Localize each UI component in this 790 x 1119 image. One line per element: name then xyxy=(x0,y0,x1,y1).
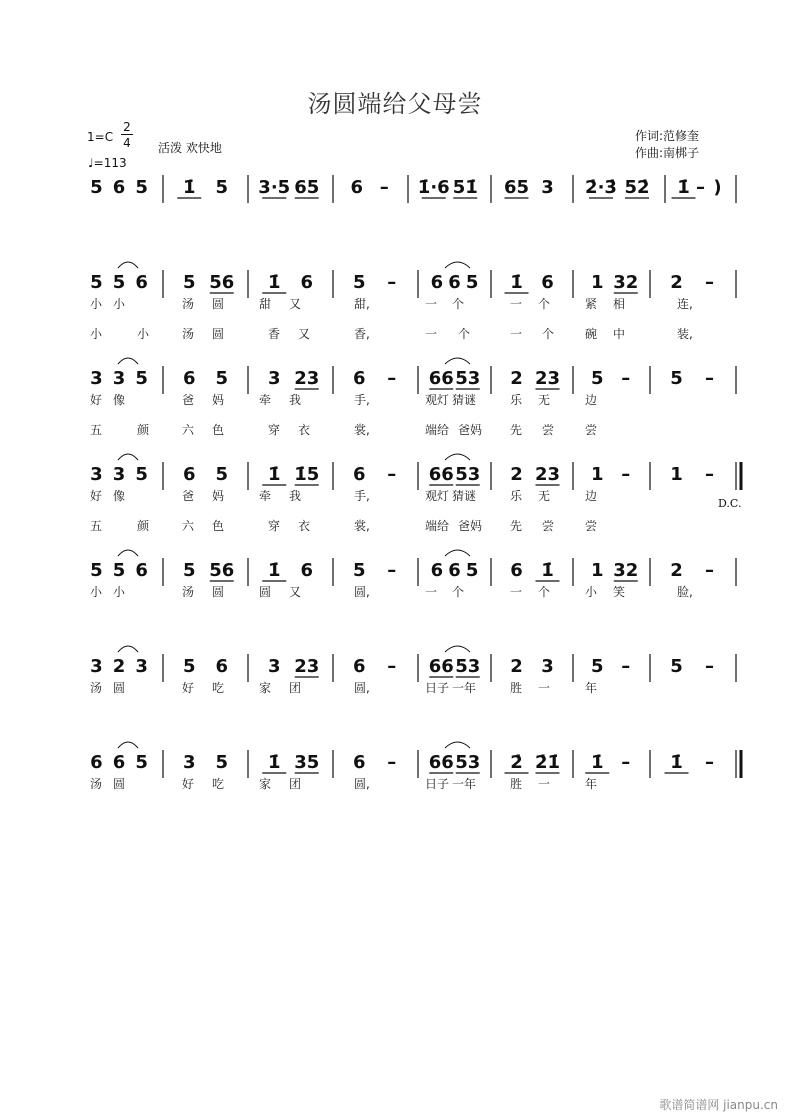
jianpu-note: 5 xyxy=(112,272,126,293)
lyric-syllable: 装, xyxy=(677,327,693,341)
jianpu-note: 3 xyxy=(135,656,148,677)
lyric-syllable: 观灯 xyxy=(425,489,450,503)
jianpu-note: 6 xyxy=(90,752,103,773)
lyric-syllable: 手, xyxy=(354,393,370,407)
jianpu-note: – xyxy=(705,272,714,293)
slur xyxy=(118,358,138,364)
jianpu-note: 5 xyxy=(465,560,479,581)
lyric-syllable: 年 xyxy=(585,777,598,791)
lyric-syllable: 又 xyxy=(289,585,302,599)
jianpu-note: 6 xyxy=(448,560,461,581)
lyric-syllable: 一 xyxy=(538,777,551,791)
lyric-syllable: 裳, xyxy=(354,519,370,533)
jianpu-note: – xyxy=(621,752,631,773)
slur xyxy=(445,454,470,460)
lyric-syllable: 端给 xyxy=(425,423,450,437)
jianpu-note: – xyxy=(621,368,631,389)
jianpu-note: – xyxy=(387,368,397,389)
lyric-syllable: 圆, xyxy=(354,681,370,695)
lyric-syllable: 猜谜 xyxy=(452,393,477,407)
lyric-syllable: 手, xyxy=(354,489,370,503)
jianpu-note: 1̇5 xyxy=(294,464,320,485)
jianpu-note: 5 xyxy=(215,464,229,485)
lyric-syllable: 家 xyxy=(259,777,272,791)
lyric-syllable: 碗 xyxy=(585,327,598,341)
lyric-syllable: 牵 xyxy=(259,489,272,503)
jianpu-note: 1̇ xyxy=(267,560,281,581)
jianpu-note: 1̇ xyxy=(510,272,523,293)
lyric-syllable: 吃 xyxy=(212,681,225,695)
lyric-syllable: 小 xyxy=(90,297,103,311)
jianpu-note: 66 xyxy=(428,368,454,389)
lyric-syllable: 圆 xyxy=(113,777,126,791)
lyric-syllable: 日子 xyxy=(425,681,450,695)
jianpu-note: 1̇ xyxy=(182,177,196,198)
lyric-syllable: 边 xyxy=(585,489,598,503)
jianpu-note: 5 xyxy=(90,177,103,198)
time-signature-denominator: 4 xyxy=(123,136,131,150)
jianpu-note: 1̇ xyxy=(541,560,554,581)
lyric-syllable: 紧 xyxy=(585,297,598,311)
jianpu-note: 6 xyxy=(541,272,554,293)
jianpu-note: 3·5 xyxy=(258,177,291,198)
jianpu-note: 1̇·6 xyxy=(417,177,450,198)
jianpu-note: 5 xyxy=(215,752,229,773)
jianpu-note: 6 xyxy=(510,560,523,581)
jianpu-note: – xyxy=(387,464,397,485)
jianpu-note: 6 xyxy=(300,560,314,581)
jianpu-note: 3 xyxy=(90,368,103,389)
jianpu-note: 53 xyxy=(455,752,481,773)
jianpu-note: – xyxy=(387,272,397,293)
jianpu-note: 2̇1̇ xyxy=(534,752,561,773)
jianpu-note: 5 xyxy=(90,272,103,293)
composer-credit: 作曲:南梆子 xyxy=(635,146,700,160)
lyric-syllable: 汤 xyxy=(90,681,103,695)
jianpu-note: – xyxy=(705,464,714,485)
lyric-syllable: 连, xyxy=(677,297,693,311)
jianpu-note: 6 xyxy=(135,560,148,581)
song-title: 汤圆端给父母尝 xyxy=(307,90,483,118)
jianpu-note: 23 xyxy=(294,368,320,389)
jianpu-note: 3 xyxy=(267,656,281,677)
jianpu-note: 5 xyxy=(135,464,148,485)
jianpu-note: 5 xyxy=(215,368,229,389)
key-signature: 1=C xyxy=(87,130,114,144)
lyric-syllable: 小 xyxy=(137,327,150,341)
jianpu-note: 5 xyxy=(182,560,196,581)
lyric-syllable: 小 xyxy=(90,327,103,341)
lyric-syllable: 圆 xyxy=(113,681,126,695)
lyric-syllable: 尝 xyxy=(542,423,555,437)
lyric-syllable: 我 xyxy=(289,489,302,503)
jianpu-note: 6 xyxy=(430,560,444,581)
lyric-syllable: 汤 xyxy=(90,777,103,791)
jianpu-note: 5 xyxy=(112,560,126,581)
jianpu-note: 3 xyxy=(112,368,126,389)
lyric-syllable: 一 xyxy=(510,297,523,311)
jianpu-note: 5 xyxy=(135,368,148,389)
da-capo-marking: D.C. xyxy=(718,497,742,510)
lyric-syllable: 好 xyxy=(90,393,103,407)
lyric-syllable: 五 xyxy=(90,423,103,437)
lyric-syllable: 像 xyxy=(113,393,126,407)
lyric-syllable: 色 xyxy=(212,519,225,533)
lyric-syllable: 相 xyxy=(613,297,626,311)
jianpu-note: 5 xyxy=(670,656,683,677)
lyric-syllable: 团 xyxy=(289,777,302,791)
lyric-syllable: 五 xyxy=(90,519,103,533)
lyric-syllable: 圆 xyxy=(212,297,225,311)
jianpu-note: 3 xyxy=(90,464,103,485)
slur xyxy=(118,262,138,268)
lyric-syllable: 我 xyxy=(289,393,302,407)
jianpu-note: 23 xyxy=(534,464,561,485)
lyric-syllable: 乐 xyxy=(510,489,523,503)
lyric-syllable: 圆, xyxy=(354,777,370,791)
lyric-syllable: 穿 xyxy=(268,423,281,437)
lyric-syllable: 色 xyxy=(212,423,225,437)
lyric-syllable: 个 xyxy=(458,327,471,341)
lyric-syllable: 甜 xyxy=(259,297,272,311)
jianpu-note: 5 xyxy=(352,560,366,581)
jianpu-note: 65 xyxy=(294,177,320,198)
jianpu-note: 3 xyxy=(541,177,554,198)
jianpu-note: 6 xyxy=(135,272,148,293)
lyric-syllable: 一年 xyxy=(452,681,477,695)
lyric-syllable: 乐 xyxy=(510,393,523,407)
jianpu-note: 5 xyxy=(590,368,604,389)
jianpu-note: 6 xyxy=(352,656,366,677)
lyric-syllable: 猜谜 xyxy=(452,489,477,503)
jianpu-note: – xyxy=(696,177,705,198)
slur xyxy=(445,646,470,652)
jianpu-note: 5 xyxy=(90,560,103,581)
lyric-syllable: 牵 xyxy=(259,393,272,407)
jianpu-note: 1 xyxy=(590,272,604,293)
slur xyxy=(445,550,470,556)
jianpu-note: 23 xyxy=(294,656,320,677)
jianpu-note: 6 xyxy=(112,177,126,198)
lyric-syllable: 妈 xyxy=(212,393,225,407)
jianpu-note: 66 xyxy=(428,656,454,677)
jianpu-note: – xyxy=(705,656,714,677)
slur xyxy=(118,742,138,748)
jianpu-note: 3 xyxy=(90,656,103,677)
time-signature-numerator: 2 xyxy=(121,121,133,135)
lyric-syllable: 先 xyxy=(510,519,523,533)
jianpu-note: – xyxy=(621,656,631,677)
jianpu-note: 53 xyxy=(455,464,481,485)
lyric-syllable: 尝 xyxy=(585,423,598,437)
lyric-syllable: 颜 xyxy=(137,519,150,533)
jianpu-note: 5 xyxy=(135,752,148,773)
jianpu-note: 5 xyxy=(465,272,479,293)
expression-marking: 活泼 欢快地 xyxy=(158,141,222,155)
lyric-syllable: 脸, xyxy=(677,585,693,599)
jianpu-note: 6 xyxy=(352,368,366,389)
jianpu-note: 23 xyxy=(534,368,561,389)
lyric-syllable: 甜, xyxy=(354,297,370,311)
jianpu-note: 1̇ xyxy=(677,177,690,198)
jianpu-note: – xyxy=(387,656,397,677)
jianpu-note: – xyxy=(379,177,389,198)
jianpu-note: 6 xyxy=(182,368,196,389)
jianpu-note: 66 xyxy=(428,752,454,773)
lyric-syllable: 一 xyxy=(510,327,523,341)
jianpu-note: 52̇ xyxy=(624,177,650,198)
lyric-syllable: 先 xyxy=(510,423,523,437)
jianpu-note: 5 xyxy=(182,656,196,677)
lyric-syllable: 好 xyxy=(182,777,195,791)
jianpu-note: 6 xyxy=(448,272,461,293)
lyric-syllable: 汤 xyxy=(182,297,195,311)
lyric-syllable: 六 xyxy=(182,423,195,437)
jianpu-note: 56 xyxy=(209,272,235,293)
jianpu-note: 32 xyxy=(613,560,639,581)
lyric-syllable: 尝 xyxy=(585,519,598,533)
lyric-syllable: 汤 xyxy=(182,585,195,599)
lyric-syllable: 衣 xyxy=(298,519,311,533)
jianpu-note: 1̇ xyxy=(670,752,683,773)
jianpu-note: 6 xyxy=(430,272,444,293)
jianpu-note: 6 xyxy=(182,464,196,485)
jianpu-note: 5 xyxy=(182,272,196,293)
lyric-syllable: 香 xyxy=(268,327,281,341)
jianpu-note: 1 xyxy=(590,560,604,581)
jianpu-note: 32 xyxy=(613,272,639,293)
lyric-syllable: 一 xyxy=(425,297,438,311)
lyric-syllable: 圆 xyxy=(259,585,272,599)
slur xyxy=(118,646,138,652)
jianpu-note: 2 xyxy=(112,656,126,677)
lyric-syllable: 好 xyxy=(182,681,195,695)
lyric-syllable: 观灯 xyxy=(425,393,450,407)
lyric-syllable: 爸 xyxy=(182,393,195,407)
slur xyxy=(118,550,138,556)
jianpu-note: – xyxy=(705,368,714,389)
lyric-syllable: 胜 xyxy=(510,681,523,695)
lyric-syllable: 颜 xyxy=(137,423,150,437)
lyric-syllable: 圆, xyxy=(354,585,370,599)
jianpu-note: 6 xyxy=(215,656,229,677)
jianpu-note: 66 xyxy=(428,464,454,485)
lyric-syllable: 小 xyxy=(113,297,126,311)
lyric-syllable: 日子 xyxy=(425,777,450,791)
jianpu-note: – xyxy=(705,560,714,581)
jianpu-note: 2 xyxy=(510,368,523,389)
tempo-marking: ♩=113 xyxy=(88,156,127,170)
jianpu-note: 6 xyxy=(352,752,366,773)
lyric-syllable: 香, xyxy=(354,327,370,341)
lyric-syllable: 边 xyxy=(585,393,598,407)
lyric-syllable: 尝 xyxy=(542,519,555,533)
slur xyxy=(445,262,470,268)
slur xyxy=(445,358,470,364)
lyric-syllable: 穿 xyxy=(268,519,281,533)
lyricist-credit: 作词:范修奎 xyxy=(635,129,700,143)
jianpu-note: 6 xyxy=(352,464,366,485)
lyric-syllable: 又 xyxy=(298,327,311,341)
lyric-syllable: 小 xyxy=(90,585,103,599)
watermark: 歌谱简谱网 jianpu.cn xyxy=(659,1098,778,1112)
jianpu-note: 53 xyxy=(455,368,481,389)
lyric-syllable: 圆 xyxy=(212,585,225,599)
jianpu-note: 2̇ xyxy=(510,752,523,773)
jianpu-note: 3 xyxy=(267,368,281,389)
jianpu-note: 5 xyxy=(352,272,366,293)
jianpu-note: 2 xyxy=(670,272,683,293)
jianpu-note: – xyxy=(621,464,631,485)
jianpu-note: 35 xyxy=(294,752,320,773)
lyric-syllable: 端给 xyxy=(425,519,450,533)
jianpu-note: 6 xyxy=(112,752,126,773)
lyric-syllable: 一年 xyxy=(452,777,477,791)
jianpu-note: 6 xyxy=(350,177,364,198)
lyric-syllable: 团 xyxy=(289,681,302,695)
lyric-syllable: 家 xyxy=(259,681,272,695)
lyric-syllable: 无 xyxy=(538,393,551,407)
jianpu-note: 1̇ xyxy=(267,464,281,485)
jianpu-note: 2 xyxy=(510,464,523,485)
lyric-syllable: 像 xyxy=(113,489,126,503)
lyric-syllable: 胜 xyxy=(510,777,523,791)
jianpu-note: – xyxy=(387,752,397,773)
lyric-syllable: 个 xyxy=(538,585,551,599)
lyric-syllable: 又 xyxy=(289,297,302,311)
lyric-syllable: 笑 xyxy=(613,585,626,599)
lyric-syllable: 六 xyxy=(182,519,195,533)
lyric-syllable: 爸妈 xyxy=(458,423,483,437)
jianpu-note: 1̇ xyxy=(267,752,281,773)
jianpu-note: 1̇ xyxy=(590,752,604,773)
lyric-syllable: 中 xyxy=(613,327,626,341)
jianpu-note: ) xyxy=(713,177,722,198)
jianpu-note: 2̇·3̇ xyxy=(585,177,617,198)
jianpu-note: 5 xyxy=(215,177,229,198)
lyric-syllable: 吃 xyxy=(212,777,225,791)
jianpu-note: 5 xyxy=(670,368,683,389)
lyric-syllable: 裳, xyxy=(354,423,370,437)
jianpu-note: 51̇ xyxy=(452,177,478,198)
lyric-syllable: 个 xyxy=(538,297,551,311)
lyric-syllable: 圆 xyxy=(212,327,225,341)
lyric-syllable: 个 xyxy=(452,297,465,311)
lyric-syllable: 爸 xyxy=(182,489,195,503)
lyric-syllable: 一 xyxy=(510,585,523,599)
jianpu-note: – xyxy=(705,752,714,773)
jianpu-note: 1 xyxy=(670,464,683,485)
jianpu-note: 65 xyxy=(503,177,530,198)
lyric-syllable: 小 xyxy=(113,585,126,599)
lyric-syllable: 无 xyxy=(538,489,551,503)
lyric-syllable: 汤 xyxy=(182,327,195,341)
jianpu-note: 5 xyxy=(590,656,604,677)
jianpu-note: – xyxy=(387,560,397,581)
lyric-syllable: 个 xyxy=(452,585,465,599)
jianpu-note: 53 xyxy=(455,656,481,677)
jianpu-note: 6 xyxy=(300,272,314,293)
jianpu-note: 3 xyxy=(541,656,554,677)
jianpu-note: 56 xyxy=(209,560,235,581)
lyric-syllable: 小 xyxy=(585,585,598,599)
jianpu-note: 2 xyxy=(510,656,523,677)
lyric-syllable: 个 xyxy=(542,327,555,341)
jianpu-note: 5 xyxy=(135,177,148,198)
lyric-syllable: 衣 xyxy=(298,423,311,437)
lyric-syllable: 年 xyxy=(585,681,598,695)
lyric-syllable: 爸妈 xyxy=(458,519,483,533)
jianpu-note: 2 xyxy=(670,560,683,581)
jianpu-note: 1 xyxy=(590,464,604,485)
jianpu-note: 1̇ xyxy=(267,272,281,293)
lyric-syllable: 一 xyxy=(425,585,438,599)
lyric-syllable: 一 xyxy=(425,327,438,341)
lyric-syllable: 妈 xyxy=(212,489,225,503)
jianpu-note: 3 xyxy=(182,752,196,773)
lyric-syllable: 一 xyxy=(538,681,551,695)
jianpu-note: 3 xyxy=(112,464,126,485)
lyric-syllable: 好 xyxy=(90,489,103,503)
slur xyxy=(445,742,470,748)
slur xyxy=(118,454,138,460)
